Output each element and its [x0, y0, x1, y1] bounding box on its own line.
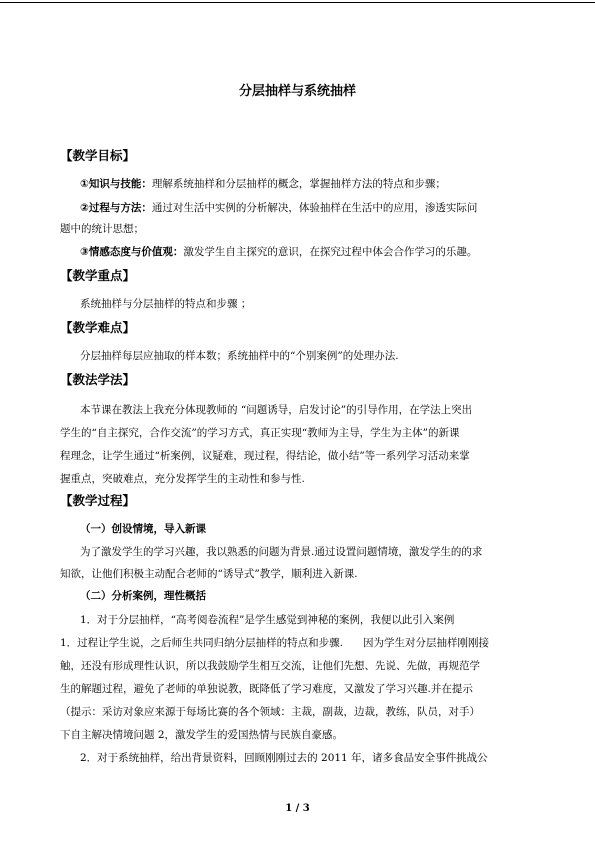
process-step-1-title: （一）创设情境，导入新课 [80, 523, 206, 535]
process-step-2-line-6: 下自主解决情境问题 2，激发学生的爱国热情与民族自豪感。 [60, 729, 344, 741]
objective-1 [80, 176, 446, 191]
process-step-2-line-4: 生的解题过程，避免了老师的单独说教，既降低了学习难度，又激发了学习兴趣.并在提示 [60, 683, 473, 695]
process-step-1-line-2: 知欲，让他们积极主动配合老师的“诱导式”教学，顺利进入新课. [60, 568, 358, 580]
difficulties-text: 分层抽样每层应抽取的样本数；系统抽样中的“个别案例”的处理办法. [80, 350, 399, 362]
objective-2-cont: 题中的统计思想； [60, 223, 144, 235]
methods-line-1: 本节课在教法上我充分体现教师的 “问题诱导，启发讨论”的引导作用，在学法上突出 [80, 404, 473, 416]
process-step-1-line-1: 为了激发学生的学习兴趣，我以熟悉的问题为背景.通过设置问题情境，激发学生的的求 [80, 546, 483, 558]
heading-methods: 【教法学法】 [60, 372, 136, 387]
objective-3 [80, 244, 477, 259]
methods-line-3: 程理念，让学生通过“析案例，议疑难，现过程，得结论，做小结”等一系列学习活动来掌 [60, 450, 470, 462]
objective-2 [80, 200, 477, 215]
page-number: 1 / 3 [285, 803, 310, 814]
heading-key-points: 【教学重点】 [60, 268, 136, 283]
heading-objectives: 【教学目标】 [60, 148, 136, 163]
process-step-2-title: （二）分析案例，理性概括 [80, 590, 206, 602]
heading-process: 【教学过程】 [60, 493, 136, 508]
objective-3-text: 激发学生自主探究的意识，在探究过程中体会合作学习的乐趣。 [183, 246, 478, 258]
methods-line-4: 握重点，突破难点，充分发挥学生的主动性和参与性. [60, 473, 305, 485]
methods-line-2: 学生的“自主探究，合作交流”的学习方式，真正实现“教师为主导，学生为主体”的新课 [60, 427, 460, 439]
process-step-2-line-3: 触，还没有形成理性认识，所以我鼓励学生相互交流，让他们先想、先说、先做，再规范学 [60, 660, 480, 672]
objective-2-label: ②过程与方法： [80, 202, 152, 214]
objective-1-label: ①知识与技能： [80, 178, 152, 190]
objective-2-text: 通过对生活中实例的分析解决，体验抽样在生活中的应用，渗透实际问 [151, 202, 478, 214]
process-step-2-line-5: （提示：采访对象应来源于每场比赛的各个领域：主裁，副裁，边裁，教练，队员，对手） [60, 706, 480, 718]
document-title: 分层抽样与系统抽样 [238, 84, 356, 99]
key-points-text: 系统抽样与分层抽样的特点和步骤 ； [80, 298, 252, 310]
objective-3-label: ③情感态度与价值观： [80, 246, 184, 258]
process-step-2-line-2: 1．过程让学生说，之后师生共同归纳分层抽样的特点和步骤. 因为学生对分层抽样刚刚接 [60, 637, 490, 649]
process-step-2-line-7: 2．对于系统抽样，给出背景资料，回顾刚刚过去的 2011 年，诸多食品安全事件挑战公 [80, 752, 488, 764]
header-rule [0, 2, 595, 3]
objective-1-text: 理解系统抽样和分层抽样的概念，掌握抽样方法的特点和步骤； [151, 178, 446, 190]
process-step-2-line-1: 1．对于分层抽样，“高考阅卷流程”是学生感觉到神秘的案例，我便以此引入案例 [80, 614, 455, 626]
heading-difficulties: 【教学难点】 [60, 320, 136, 335]
